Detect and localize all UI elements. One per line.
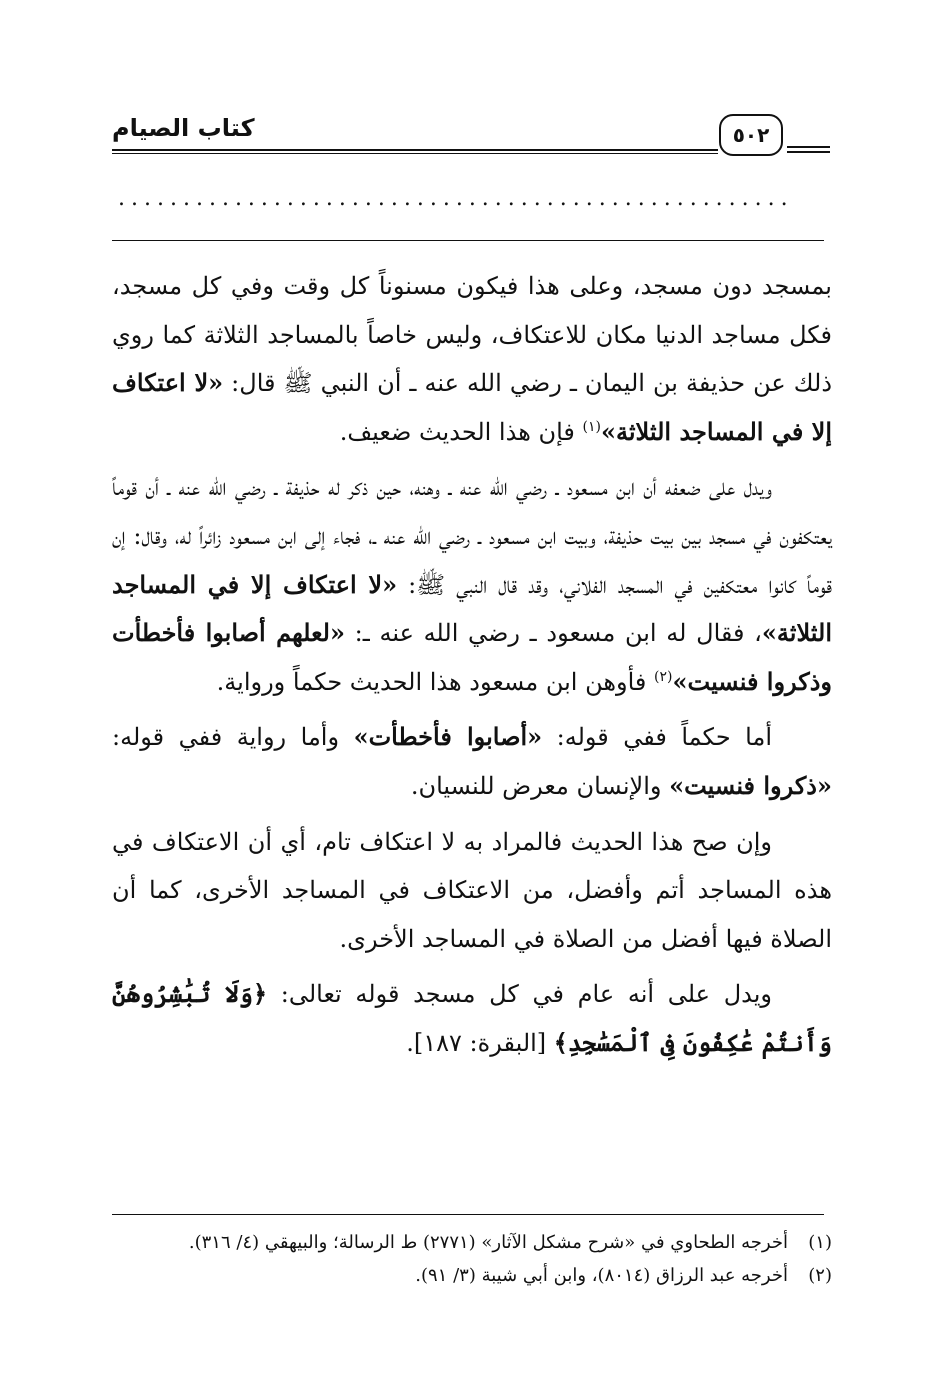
footnote-ref: (١) [582, 418, 601, 435]
paragraph [112, 818, 832, 964]
footnote-text: أخرجه عبد الرزاق (٨٠١٤)، وابن أبي شيبة (٣/ ٩١). [415, 1265, 788, 1286]
quoted-text: «لا اعتكاف إلا في المساجد الثلاثة» [112, 569, 833, 648]
quoted-text: «أصابوا فأخطأت» [353, 722, 543, 752]
header-rule-right [787, 146, 830, 148]
page-number: ٥٠٢ [719, 114, 783, 156]
paragraph-text: ويدل على ضعفه أن ابن مسعود ـ رضي الله عنه ـ وهنه، حين ذكر له حذيفة ـ رضي الله عنه ـ أن قوماً يعتكفون في مسجد بين بيت حذيفة، وبيت ابن مسعود ـ رضي الله عنه ـ، فجاء إلى ابن مسعود زائراً له، وقال: إن قوماً كانوا معتكفين في المسجد الفلاني، وقد قال النبي ﷺ: [112, 473, 832, 599]
paragraph-text: وإن صح هذا الحديث فالمراد به لا اعتكاف تام، أي أن الاعتكاف في هذه المساجد أتم وأفضل، من الاعتكاف في المساجد الأخرى، كما أن الصلاة فيها أفضل من الصلاة في المساجد الأخرى. [112, 827, 832, 953]
header-rule-right-2 [787, 151, 830, 153]
book-title: كتاب الصيام [112, 114, 255, 142]
quoted-text: ﴿وَلَا تُبَٰشِرُوهُنَّ وَأَنتُمْ عَٰكِفُونَ فِى ٱلْمَسَٰجِدِ﴾ [112, 979, 832, 1057]
footnote [112, 1226, 832, 1259]
paragraph [112, 463, 832, 706]
page-header [112, 110, 830, 160]
footnote-divider [112, 1214, 824, 1215]
paragraph-text: ، فقال له ابن مسعود ـ رضي الله عنه ـ: [345, 619, 762, 648]
paragraph [112, 262, 832, 456]
top-divider [112, 240, 824, 241]
main-text [112, 262, 832, 1068]
footnote-ref: (٢) [654, 668, 673, 685]
quoted-text: «لعلهم أصابوا فأخطأت وذكروا فنسيت» [112, 618, 832, 696]
paragraph-text: وأما رواية ففي قوله: [112, 723, 354, 752]
header-rule [112, 149, 718, 151]
paragraph-text: بمسجد دون مسجد، وعلى هذا فيكون مسنوناً كل وقت وفي كل مسجد، فكل مساجد الدنيا مكان للاعتكاف، وليس خاصاً بالمساجد الثلاثة كما روي ذلك عن حذيفة بن اليمان ـ رضي الله عنه ـ أن النبي ﷺ قال: [112, 272, 833, 398]
paragraph-text: والإنسان معرض للنسيان. [410, 771, 670, 800]
paragraph-text: فأوهن ابن مسعود هذا الحديث حكماً ورواية. [216, 667, 655, 696]
paragraph-text: [البقرة: ١٨٧]. [406, 1028, 554, 1057]
footnote-number: (٢) [808, 1265, 832, 1286]
quoted-text: «لا اعتكاف إلا في المساجد الثلاثة» [112, 368, 832, 446]
header-rule-thin [112, 153, 718, 154]
paragraph-text: فإن هذا الحديث ضعيف. [339, 417, 583, 446]
paragraph-text: أما حكماً ففي قوله: [542, 723, 772, 752]
continuation-dots: .................................................... [118, 186, 794, 211]
quoted-text: «ذكروا فنسيت» [669, 770, 832, 800]
footnote [112, 1259, 832, 1292]
paragraph-text: ويدل على أنه عام في كل مسجد قوله تعالى: [267, 980, 772, 1009]
footnotes [112, 1226, 832, 1292]
paragraph [112, 713, 832, 810]
footnote-text: أخرجه الطحاوي في «شرح مشكل الآثار» (٢٧٧١) ط الرسالة؛ والبيهقي (٤/ ٣١٦). [188, 1232, 788, 1253]
paragraph [112, 970, 832, 1067]
footnote-number: (١) [808, 1232, 832, 1253]
